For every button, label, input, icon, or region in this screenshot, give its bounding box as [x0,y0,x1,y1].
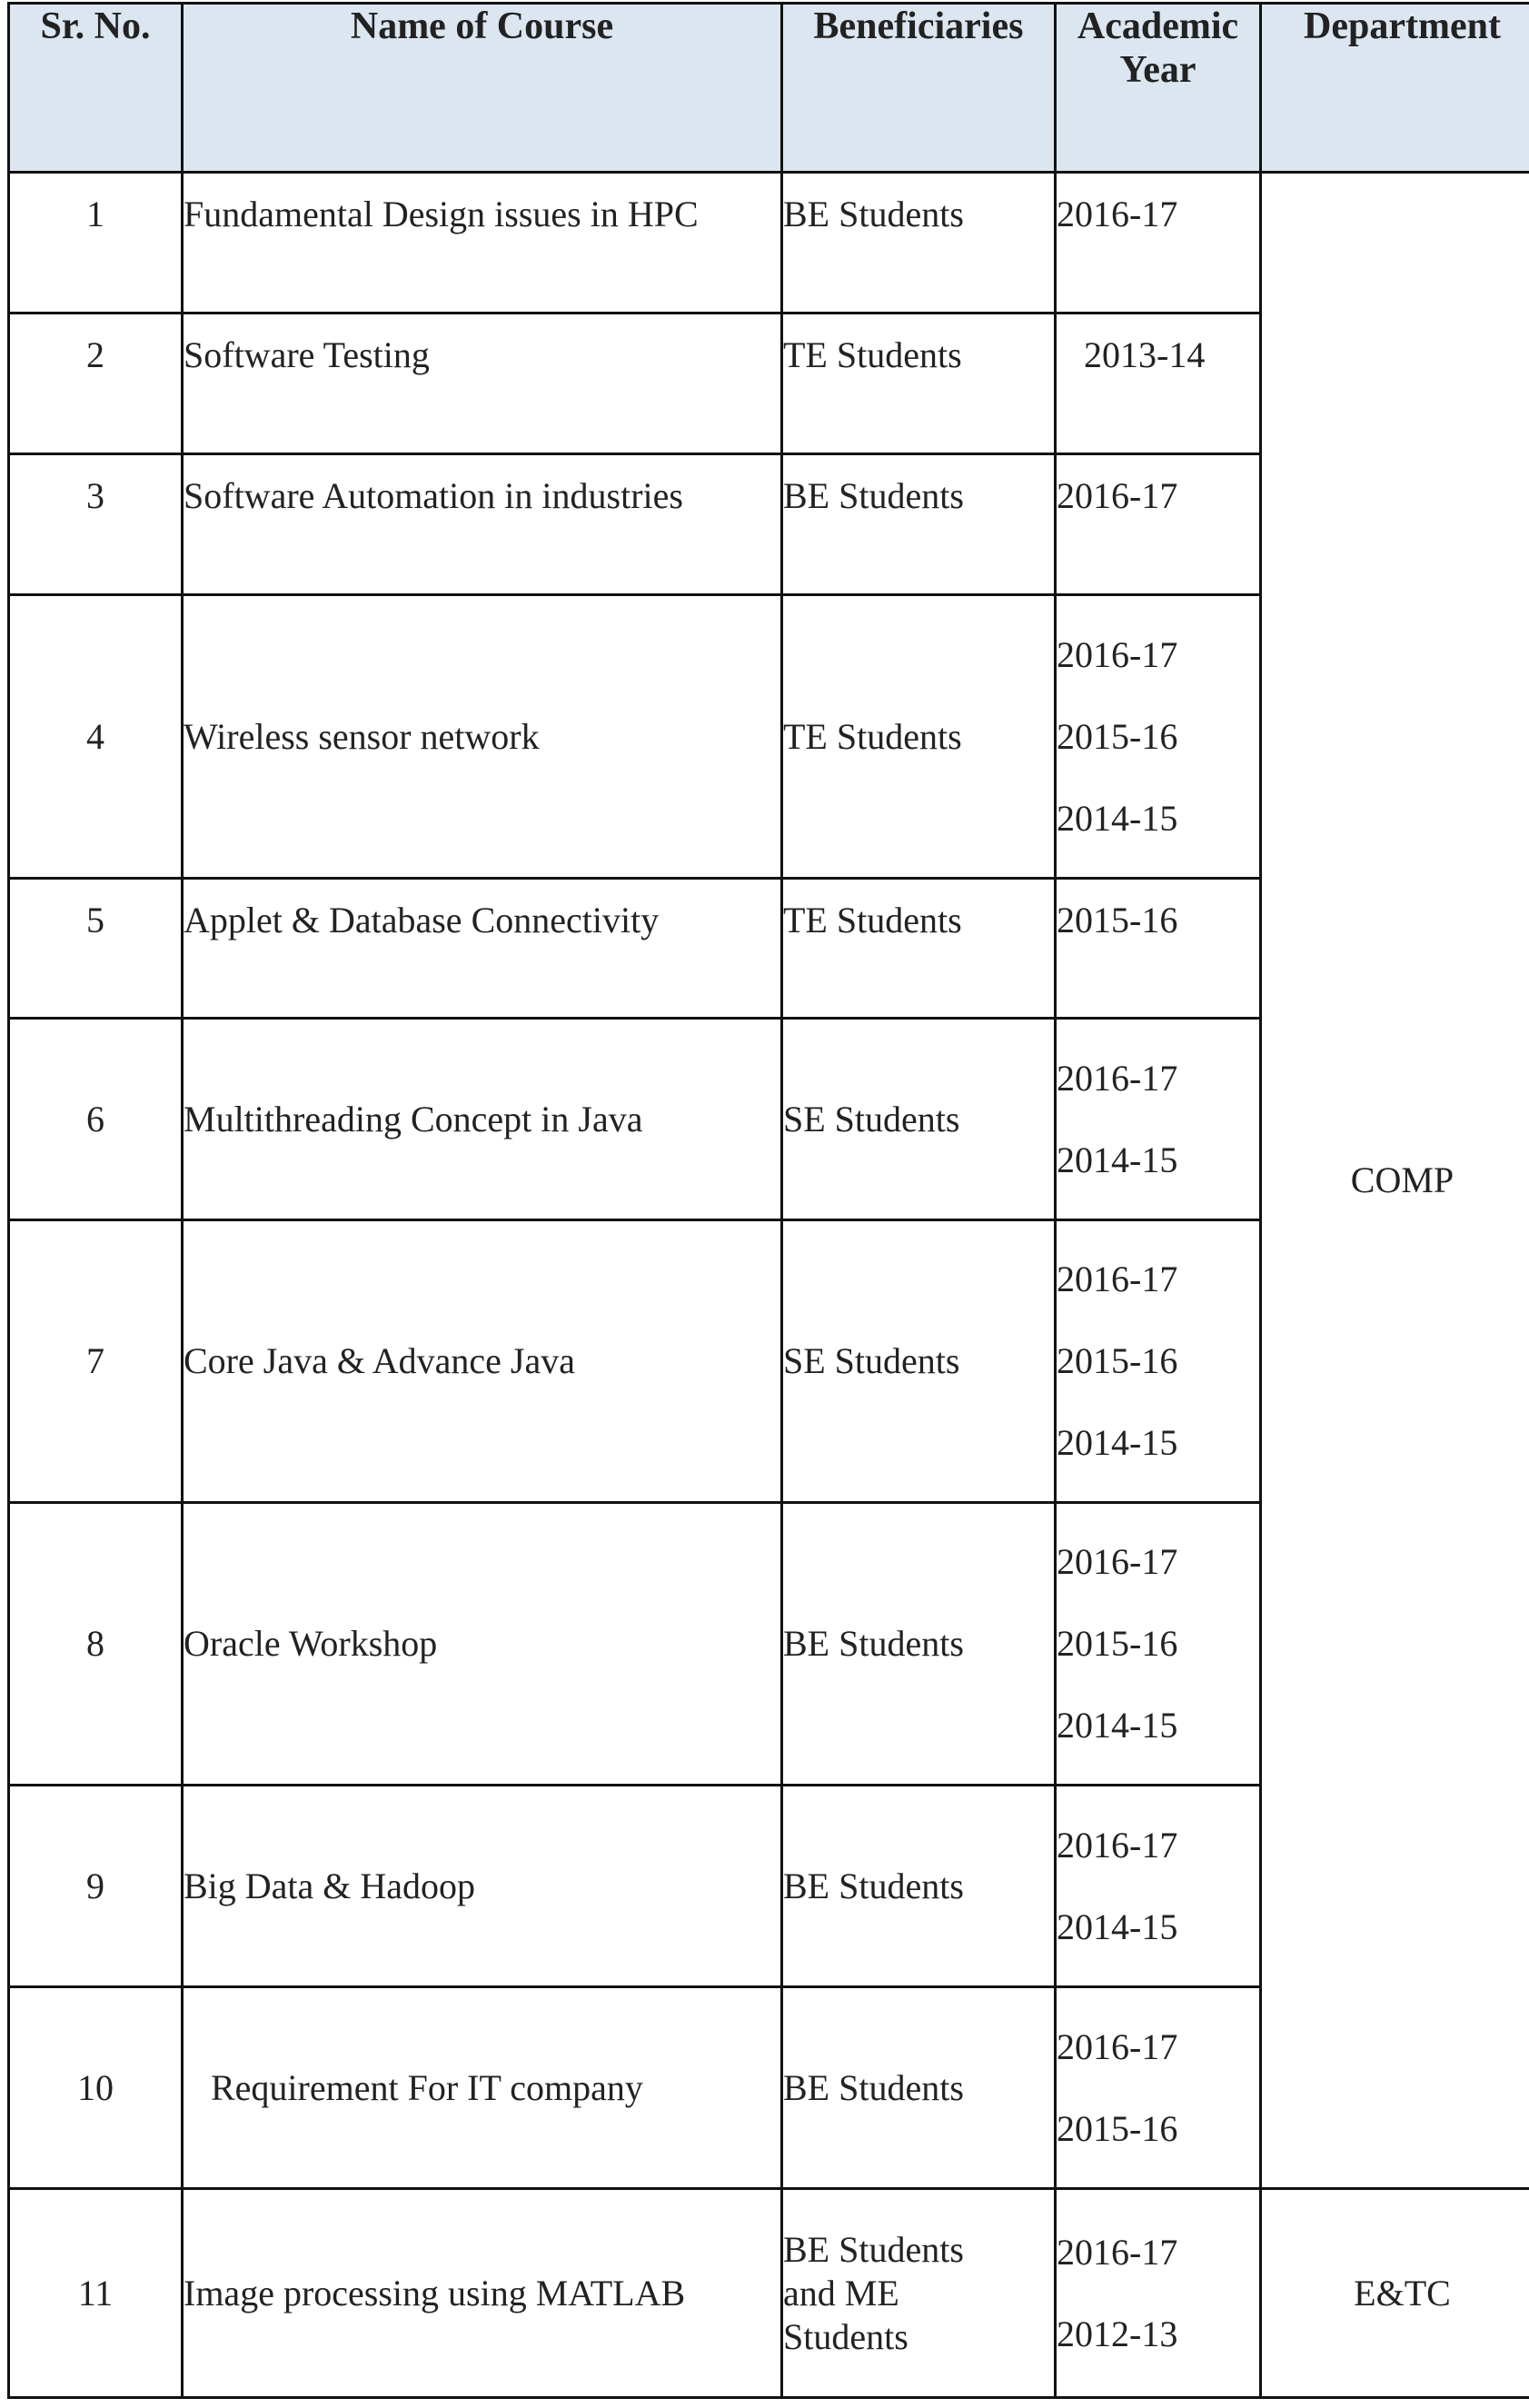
academic-year-value: 2016-17 [1057,1259,1178,1299]
beneficiaries-line: BE Students [783,2228,964,2270]
course-name-cell: Core Java & Advance Java [183,1220,782,1503]
academic-year-cell [1056,2189,1261,2398]
academic-year-cell [1056,595,1261,879]
course-name-cell: Software Testing [183,313,782,454]
department-cell-comp: COMP [1261,173,1529,2189]
academic-year-value: 2016-17 [1057,2025,1178,2067]
course-name-cell: Multithreading Concept in Java [183,1019,782,1220]
course-name-cell: Fundamental Design issues in HPC [183,173,782,313]
academic-year-value: 2016-17 [1057,475,1178,516]
academic-year-cell [1056,1503,1261,1786]
course-name-cell: Wireless sensor network [183,595,782,879]
academic-year-value: 2015-16 [1057,2107,1178,2149]
academic-year-value: 2016-17 [1057,1824,1178,1866]
course-name-cell: Applet & Database Connectivity [183,879,782,1019]
course-name-cell: Oracle Workshop [183,1503,782,1786]
header-row [9,4,1529,173]
table-row [9,173,1529,313]
beneficiaries-cell: TE Students [782,879,1056,1019]
header-academic-year [1056,4,1261,173]
sr-no-cell: 5 [9,879,183,1019]
sr-no-cell: 1 [9,173,183,313]
academic-year-value: 2015-16 [1057,900,1178,940]
academic-year-value: 2013-14 [1084,334,1206,375]
academic-year-cell [1056,1786,1261,1987]
beneficiaries-cell: TE Students [782,313,1056,454]
academic-year-value: 2015-16 [1057,1340,1178,1381]
academic-year-value: 2014-15 [1057,1139,1178,1180]
beneficiaries-cell: BE Students [782,173,1056,313]
table-row [9,2189,1529,2398]
academic-year-value: 2016-17 [1057,633,1178,675]
beneficiaries-line: and ME [783,2272,899,2313]
academic-year-cell [1056,313,1261,454]
course-name-cell: Software Automation in industries [183,454,782,595]
academic-year-value: 2014-15 [1057,1422,1178,1463]
beneficiaries-cell [782,2189,1056,2398]
course-name-cell: Image processing using MATLAB [183,2189,782,2398]
beneficiaries-cell: SE Students [782,1220,1056,1503]
sr-no-cell: 11 [9,2189,183,2398]
academic-year-value: 2014-15 [1057,1705,1178,1746]
academic-year-value: 2016-17 [1057,1057,1178,1099]
beneficiaries-cell: BE Students [782,1503,1056,1786]
academic-year-value: 2012-13 [1057,2313,1178,2354]
academic-year-cell [1056,1987,1261,2189]
course-name-cell: Requirement For IT company [183,1987,782,2189]
academic-year-value: 2016-17 [1057,1541,1178,1582]
header-beneficiaries: Beneficiaries [782,4,1056,173]
beneficiaries-line: Students [783,2315,908,2357]
header-department: Department [1261,4,1529,173]
beneficiaries-cell: BE Students [782,1987,1056,2189]
academic-year-value: 2016-17 [1057,2231,1178,2273]
sr-no-cell: 4 [9,595,183,879]
academic-year-value: 2016-17 [1057,194,1178,234]
beneficiaries-cell: TE Students [782,595,1056,879]
sr-no-cell: 9 [9,1786,183,1987]
courses-table [7,2,1529,2399]
sr-no-cell: 10 [9,1987,183,2189]
academic-year-cell [1056,879,1261,1019]
header-course-name: Name of Course [183,4,782,173]
beneficiaries-cell: BE Students [782,454,1056,595]
academic-year-value: 2015-16 [1057,1623,1178,1664]
header-sr-no: Sr. No. [9,4,183,173]
academic-year-value: 2015-16 [1057,715,1178,757]
academic-year-value: 2014-15 [1057,797,1178,839]
beneficiaries-cell: SE Students [782,1019,1056,1220]
header-academic-year-line1: Academic [1077,5,1239,47]
academic-year-cell [1056,454,1261,595]
header-academic-year-line2: Year [1119,49,1196,91]
sr-no-cell: 6 [9,1019,183,1220]
sr-no-cell: 7 [9,1220,183,1503]
sr-no-cell: 2 [9,313,183,454]
beneficiaries-cell: BE Students [782,1786,1056,1987]
sr-no-cell: 3 [9,454,183,595]
department-cell-etc: E&TC [1261,2189,1529,2398]
academic-year-cell [1056,1220,1261,1503]
course-name-cell: Big Data & Hadoop [183,1786,782,1987]
academic-year-value: 2014-15 [1057,1906,1178,1947]
academic-year-cell [1056,1019,1261,1220]
sr-no-cell: 8 [9,1503,183,1786]
course-table-page [7,2,1529,2399]
academic-year-cell [1056,173,1261,313]
